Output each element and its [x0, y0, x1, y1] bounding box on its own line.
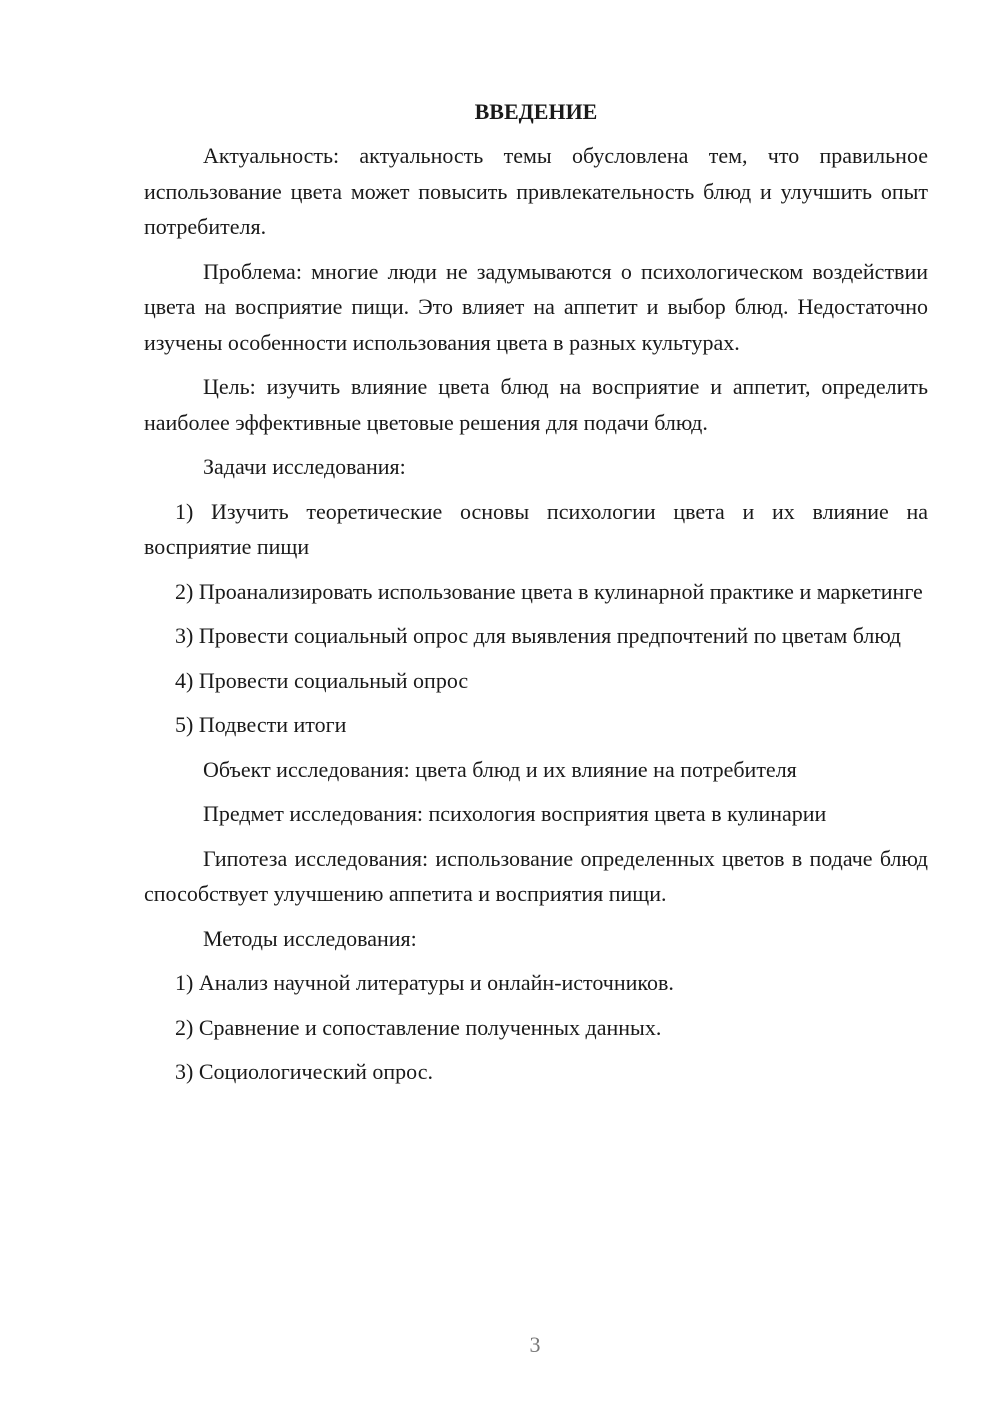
tasks-title: Задачи исследования: — [203, 454, 406, 479]
methods-title: Методы исследования: — [203, 925, 417, 951]
task-item: 4) Провести социальный опрос — [175, 667, 469, 693]
task-item: 2) Проанализировать использование цвета в кулинарной практике и маркетинге — [175, 578, 923, 604]
task-item: 3) Провести социальный опрос для выявления предпочтений по цветам блюд — [175, 623, 901, 648]
page-number: 3 — [529, 1332, 541, 1357]
hypothesis-paragraph: Гипотеза исследования: использование определенных цветов в подаче блюд способствует улучшению аппетита и восприятия пищи. — [144, 845, 928, 906]
object-paragraph: Объект исследования: цвета блюд и их влияние на потребителя — [203, 756, 797, 782]
method-item: 2) Сравнение и сопоставление полученных данных. — [175, 1014, 662, 1040]
goal-paragraph: Цель: изучить влияние цвета блюд на восприятие и аппетит, определить наиболее эффективные цветовые решения для подачи блюд. — [144, 374, 928, 435]
task-item: 1) Изучить теоретические основы психологии цвета и их влияние на восприятие пищи — [144, 498, 928, 559]
relevance-paragraph: Актуальность: актуальность темы обусловлена тем, что правильное использование цвета может повысить привлекательность блюд и улучшить опыт потребителя. — [144, 143, 928, 239]
method-item: 3) Социологический опрос. — [175, 1059, 433, 1084]
task-item: 5) Подвести итоги — [175, 712, 347, 737]
problem-paragraph: Проблема: многие люди не задумываются о психологическом воздействии цвета на восприятие пищи. Это влияет на аппетит и выбор блюд. Недостаточно изучены особенности использования цвета в разных культурах. — [144, 258, 928, 355]
document-body — [144, 94, 928, 1099]
section-heading: ВВЕДЕНИЕ — [474, 99, 598, 124]
method-item: 1) Анализ научной литературы и онлайн-источников. — [175, 970, 674, 995]
subject-paragraph: Предмет исследования: психология восприятия цвета в кулинарии — [203, 801, 827, 826]
